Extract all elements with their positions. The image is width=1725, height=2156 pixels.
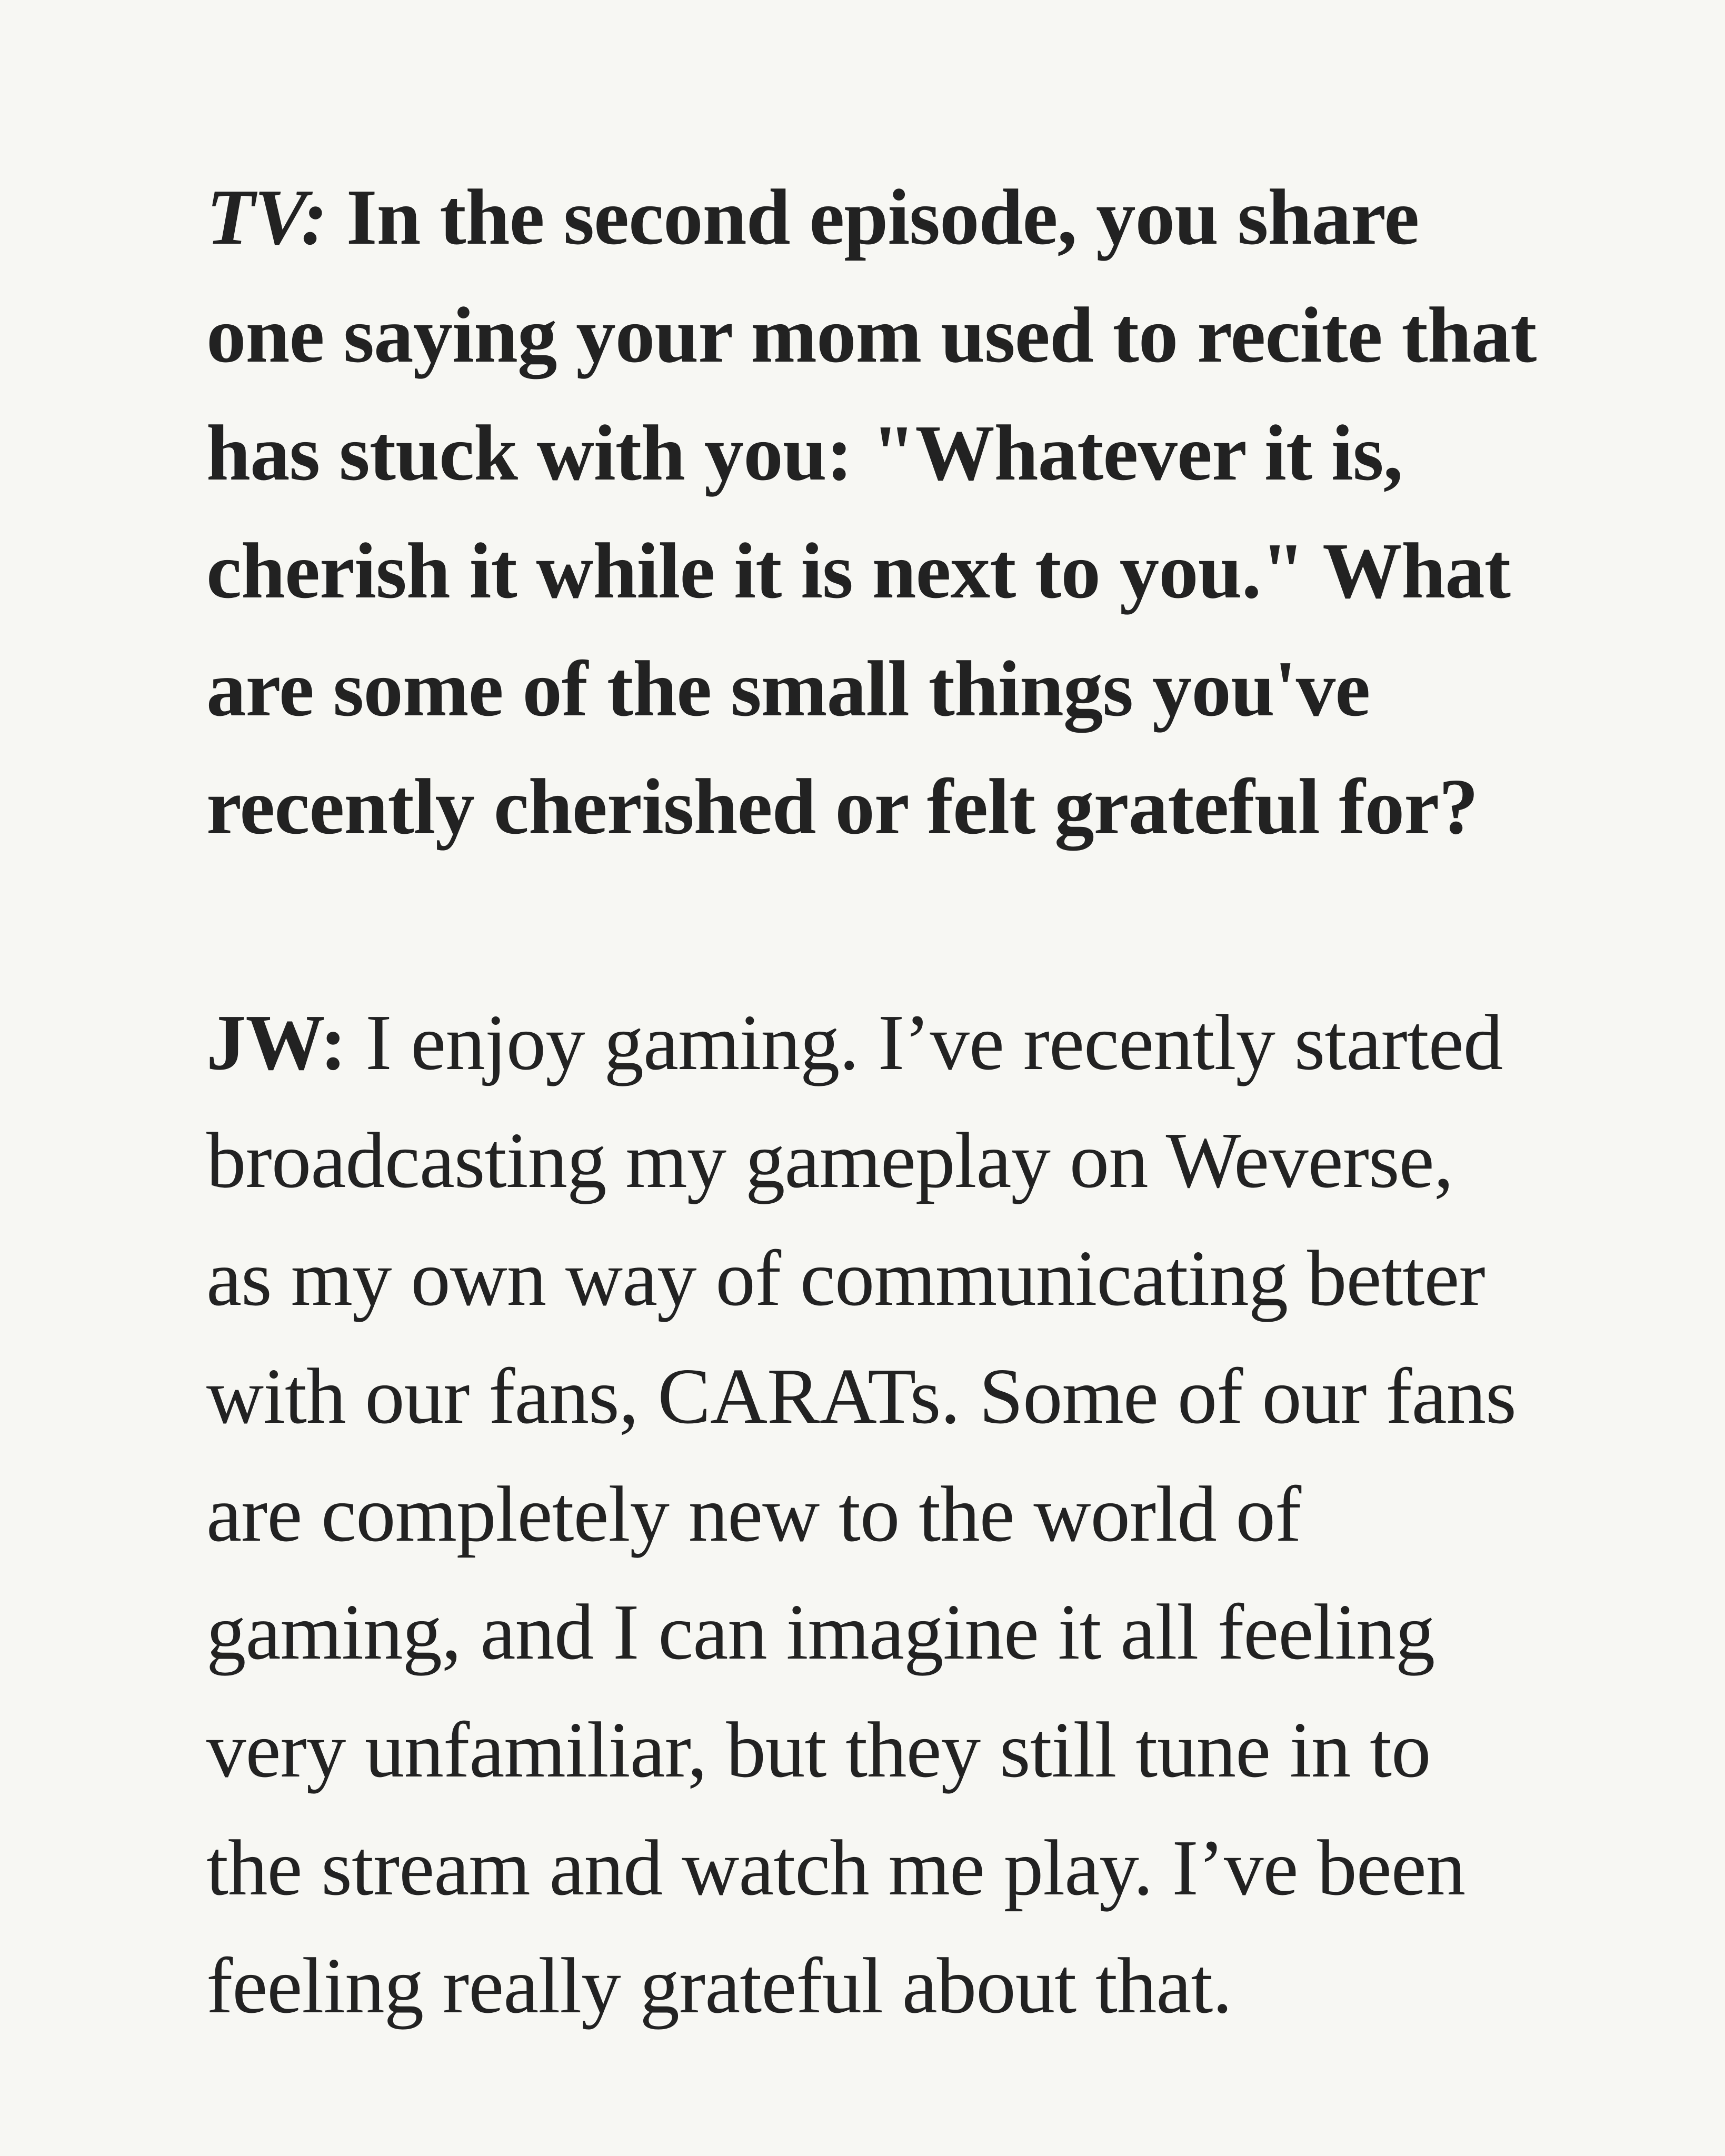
interview-question [206,158,1575,865]
answer-line: feeling really grateful about that. [206,1941,1232,2030]
question-line: has stuck with you: "Whatever it is, [206,408,1403,497]
answer-text: I enjoy gaming. I’ve recently started [346,998,1503,1086]
answer-line [206,983,1575,1101]
interview-article [206,158,1575,2044]
question-line: one saying your mom used to recite that [206,291,1537,379]
question-speaker: TV: [206,173,327,261]
answer-line: with our fans, CARATs. Some of our fans [206,1352,1516,1440]
question-line [206,158,1575,276]
answer-line: are completely new to the world of [206,1470,1301,1558]
interview-answer [206,983,1575,2044]
answer-line: the stream and watch me play. I’ve been [206,1823,1465,1912]
answer-line: gaming, and I can imagine it all feeling [206,1588,1435,1676]
question-line: recently cherished or felt grateful for? [206,762,1478,851]
answer-line: very unfamiliar, but they still tune in to [206,1705,1431,1794]
answer-line: broadcasting my gameplay on Weverse, [206,1116,1453,1204]
answer-speaker: JW: [206,998,346,1086]
question-text: In the second episode, you share [327,173,1419,261]
question-line: cherish it while it is next to you." What [206,526,1511,615]
answer-line: as my own way of communicating better [206,1234,1485,1322]
question-line: are some of the small things you've [206,644,1370,733]
